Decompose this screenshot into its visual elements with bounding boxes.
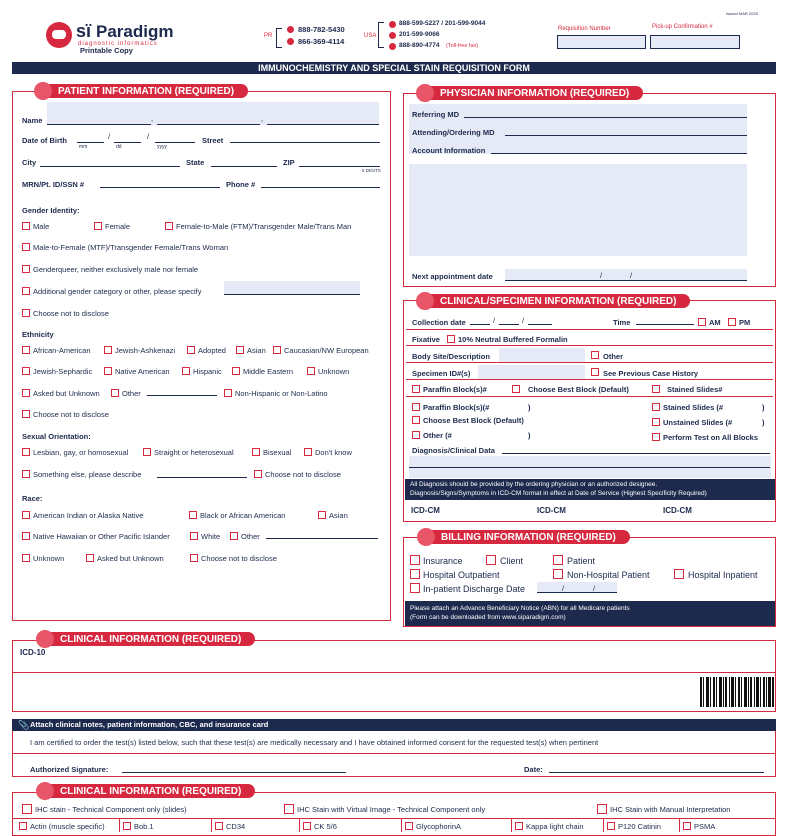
usa-phone2: 201-599-9066 [399,31,440,38]
logo-si: sï [76,21,92,41]
so-dontknow-label: Don't know [315,448,352,457]
certify-text: I am certified to order the test(s) listed below, such that these test(s) are medically necessary and I have obtained informed consent for the requested test(s) when pertinent [30,738,599,747]
stained2-label: Stained Slides (# [663,403,724,412]
close-paren: ) [762,418,765,427]
stain-title: CLINICAL INFORMATION (REQUIRED) [38,784,255,798]
stain-cell [300,819,402,832]
race-none-label: Choose not to disclose [201,554,277,563]
gender-mtf-label: Male-to-Female (MTF)/Transgender Female/Trans Woman [33,243,229,252]
gender-male-label: Male [33,222,50,231]
form-title-banner: IMMUNOCHEMISTRY AND SPECIAL STAIN REQUISITION FORM [12,62,776,74]
eth-adopted-label: Adopted [198,346,226,355]
referring-label: Referring MD [412,110,460,119]
stained2-checkbox[interactable] [652,403,660,411]
pickup-input[interactable] [650,35,740,49]
eth-native-label: Native American [115,367,170,376]
state-label: State [186,158,205,167]
attach-text: Attach clinical notes, patient information, CBC, and insurance card [30,720,269,729]
usa-phone3: 888-890-4774 [399,42,440,49]
eth-african-checkbox[interactable] [22,346,30,354]
next-appt-label: Next appointment date [412,272,493,281]
eth-other-label: Other [122,389,141,398]
state-input[interactable] [211,166,277,167]
stain-row [12,819,776,832]
clinical-title: CLINICAL/SPECIMEN INFORMATION (REQUIRED) [418,294,690,308]
bill-hosp-out-checkbox[interactable] [410,569,420,579]
usa-fax-note: (Toll-free fax) [446,43,479,49]
icd10-label: ICD-10 [20,648,46,657]
stain-cell [680,819,776,832]
race-none-checkbox[interactable] [190,554,198,562]
specimen-label: Specimen ID#(s) [412,369,471,378]
stain-label: Kappa light chain [526,822,584,831]
fax-icon [389,32,396,39]
stain-cell [212,819,300,832]
date-sep: / [593,584,596,593]
row-divider [406,362,773,363]
so-straight-checkbox[interactable] [143,448,151,456]
eth-unknown-checkbox[interactable] [307,367,315,375]
ihc-virtual-label: IHC Stain with Virtual Image - Technical Component only [297,805,486,814]
phone-icon [287,26,294,33]
name-sep: , [151,114,154,123]
body-site-input[interactable] [499,348,585,362]
best-block2-checkbox[interactable] [412,416,420,424]
usa-label: USA [364,33,377,39]
name-middle-line [267,124,379,125]
zip-label: ZIP [283,158,295,167]
orientation-title: Sexual Orientation: [22,432,91,441]
stain-label: P120 Catinin [618,822,661,831]
pr-phone1: 888-782-5430 [298,25,345,34]
bill-inpatient-dc-label: In-patient Discharge Date [423,584,526,594]
specimen-input[interactable] [478,365,585,379]
close-paren: ) [528,403,531,412]
eth-sephardic-label: Jewish-Sephardic [33,367,93,376]
physician-title: PHYSICIAN INFORMATION (REQUIRED) [418,86,643,100]
best-block-label: Choose Best Block (Default) [528,385,629,394]
clinical-info-title: CLINICAL INFORMATION (REQUIRED) [38,632,255,646]
unstained-label: Unstained Slides (# [663,418,733,427]
stain-checkbox[interactable] [19,822,27,830]
race-other-input[interactable] [266,538,378,539]
see-prev-checkbox[interactable] [591,368,599,376]
signature-input[interactable] [122,772,346,773]
so-else-label: Something else, please describe [33,470,142,479]
eth-hispanic-label: Hispanic [193,367,222,376]
eth-asked-checkbox[interactable] [22,389,30,397]
diagnosis-line [502,453,770,454]
formalin-label: 10% Neutral Buffered Formalin [458,335,568,344]
row-divider [406,345,773,346]
pm-checkbox[interactable] [728,318,736,326]
physician-notes[interactable] [409,164,747,256]
so-none-label: Choose not to disclose [265,470,341,479]
stain-label: CD34 [226,822,246,831]
date-sep: / [600,271,603,280]
am-checkbox[interactable] [698,318,706,326]
bill-client-label: Client [500,556,524,566]
name-sep: , [261,114,264,123]
gender-none-label: Choose not to disclose [33,309,109,318]
so-else-input[interactable] [157,477,247,478]
gender-other-input[interactable] [224,281,360,295]
date-sep: / [562,584,565,593]
name-last-line [47,124,151,125]
row-divider [406,379,773,380]
stain-checkbox[interactable] [215,822,223,830]
icd-cm-2: ICD-CM [537,506,566,515]
mrn-label: MRN/Pt. ID/SSN # [22,180,85,189]
so-lgb-checkbox[interactable] [22,448,30,456]
see-prev-label: See Previous Case History [603,369,699,378]
ihc-tech-checkbox[interactable] [22,804,32,814]
gender-ftm-label: Female-to-Male (FTM)/Transgender Male/Trans Man [176,222,352,231]
stain-cell [402,819,512,832]
zip-digits-hint: 5 DIGITS [362,168,381,173]
printable-copy: Printable Copy [80,46,133,55]
other-site-checkbox[interactable] [591,351,599,359]
so-bisexual-label: Bisexual [263,448,292,457]
eth-sephardic-checkbox[interactable] [22,367,30,375]
dob-label: Date of Birth [22,136,67,145]
close-paren: ) [528,431,531,440]
eth-none-checkbox[interactable] [22,410,30,418]
bill-client-checkbox[interactable] [486,555,496,565]
stain-label: CK 5/6 [314,822,337,831]
discharge-date-input[interactable] [537,582,617,593]
stain-cell [604,819,680,832]
time-label: Time [613,318,631,327]
req-number-label: Requisition Number [558,26,611,32]
race-other-label: Other [241,532,260,541]
collection-mm[interactable] [470,324,490,325]
gender-other-label: Additional gender category or other, please specify [33,287,202,296]
eth-ashkenazi-checkbox[interactable] [104,346,112,354]
perform-all-label: Perform Test on All Blocks [663,433,759,442]
race-title: Race: [22,494,43,503]
gender-male-checkbox[interactable] [22,222,30,230]
diagnosis-line [409,467,770,468]
collection-label: Collection date [412,318,466,327]
account-label: Account Information [412,146,486,155]
ihc-virtual-checkbox[interactable] [284,804,294,814]
gender-female-label: Female [105,222,131,231]
ihc-manual-label: IHC Stain with Manual Interpretation [610,805,731,814]
name-field[interactable] [47,102,379,125]
bill-insurance-label: Insurance [423,556,463,566]
phone-input[interactable] [261,187,380,188]
formalin-checkbox[interactable] [447,335,455,343]
dd-hint: dd [116,144,122,150]
patient-title: PATIENT INFORMATION (REQUIRED) [36,84,248,98]
eth-ashkenazi-label: Jewish-Ashkenazi [115,346,176,355]
name-first-line [157,124,260,125]
stained-label: Stained Slides# [667,385,723,394]
bill-hosp-in-checkbox[interactable] [674,569,684,579]
gender-title: Gender Identity: [22,206,80,215]
so-dontknow-checkbox[interactable] [304,448,312,456]
date-sep: / [630,271,633,280]
race-asked-checkbox[interactable] [86,554,94,562]
race-ai-label: American Indian or Alaska Native [33,511,144,520]
bill-insurance-checkbox[interactable] [410,555,420,565]
stain-cell [512,819,604,832]
attending-label: Attending/Ordering MD [412,128,495,137]
race-other-checkbox[interactable] [230,532,238,540]
mm-hint: mm [79,144,88,150]
best-block2-label: Choose Best Block (Default) [423,416,524,425]
race-nh-checkbox[interactable] [22,532,30,540]
pr-label: PR [264,33,273,39]
ethnicity-title: Ethnicity [22,330,54,339]
other2-checkbox[interactable] [412,431,420,439]
best-block-checkbox[interactable] [512,385,520,393]
race-white-checkbox[interactable] [190,532,198,540]
paraffin2-checkbox[interactable] [412,403,420,411]
mrn-input[interactable] [100,187,220,188]
next-appt-input[interactable] [505,269,747,281]
eth-african-label: African-American [33,346,91,355]
phone-icon [389,43,396,50]
collection-yyyy[interactable] [528,324,552,325]
bill-hosp-out-label: Hospital Outpatient [423,570,500,580]
bill-patient-checkbox[interactable] [553,555,563,565]
usa-phone1: 888-599-5227 / 201-599-9044 [399,20,486,27]
ihc-manual-checkbox[interactable] [597,804,607,814]
attending-input[interactable] [505,135,747,136]
attach-banner [12,719,776,731]
referring-input[interactable] [464,117,747,118]
stain-label: Actin (muscle specific) [30,822,105,831]
time-input[interactable] [636,324,694,325]
race-nh-label: Native Hawaiian or Other Pacific Islander [33,532,170,541]
so-bisexual-checkbox[interactable] [252,448,260,456]
stain-checkbox[interactable] [607,822,615,830]
race-black-label: Black or African American [200,511,286,520]
dob-yyyy-input[interactable] [155,142,195,143]
usa-bracket [378,22,384,48]
date-input[interactable] [549,772,764,773]
signature-label: Authorized Signature: [30,765,109,774]
gender-none-checkbox[interactable] [22,309,30,317]
so-straight-label: Straight or heterosexual [154,448,234,457]
stain-label: PSMA [694,822,716,831]
eth-hispanic-checkbox[interactable] [182,367,190,375]
stain-label: GlycophorinA [416,822,462,831]
so-lgb-label: Lesbian, gay, or homosexual [33,448,129,457]
date-sep: / [522,316,525,325]
paraffin-label: Paraffin Block(s)# [423,385,487,394]
logo-mark-inner [52,30,66,39]
icd-cm-3: ICD-CM [663,506,692,515]
ihc-tech-label: IHC stain - Technical Component only (slides) [35,805,187,814]
eth-asian-checkbox[interactable] [236,346,244,354]
row-divider [406,396,773,397]
gender-mtf-checkbox[interactable] [22,243,30,251]
bill-non-hosp-label: Non-Hospital Patient [567,570,650,580]
stain-checkbox[interactable] [515,822,523,830]
gender-other-checkbox[interactable] [22,287,30,295]
paraffin2-label: Paraffin Block(s)(# [423,403,490,412]
abn-note-1: Please attach an Advance Beneficiary Notice (ABN) for all Medicare patients [410,605,630,612]
logo-paradigm: Paradigm [96,22,174,41]
eth-nonhisp-checkbox[interactable] [224,389,232,397]
other-site-label: Other [603,352,624,361]
body-site-label: Body Site/Description [412,352,490,361]
dob-sep: / [108,132,111,141]
abn-note-2: (Form can be downloaded from www.siparadigm.com) [410,614,566,621]
req-number-input[interactable] [557,35,646,49]
so-none-checkbox[interactable] [254,470,262,478]
name-label: Name [22,116,43,125]
paraffin-checkbox[interactable] [412,385,420,393]
gender-queer-checkbox[interactable] [22,265,30,273]
stain-checkbox[interactable] [123,822,131,830]
date-sep: / [493,316,496,325]
other2-label: Other (# [423,431,452,440]
abn-note-banner [405,601,775,626]
eth-middle-eastern-label: Middle Eastern [243,367,294,376]
race-ai-checkbox[interactable] [22,511,30,519]
pr-phone2: 866-369-4114 [298,37,345,46]
street-input[interactable] [230,142,380,143]
account-input[interactable] [491,153,747,154]
eth-asian-label: Asian [247,346,266,355]
close-paren: ) [762,403,765,412]
eth-other-checkbox[interactable] [111,389,119,397]
dob-mm-input[interactable] [77,142,104,143]
pr-bracket [276,28,282,48]
stain-checkbox[interactable] [303,822,311,830]
pm-label: PM [739,318,751,327]
gender-queer-label: Genderqueer, neither exclusively male nor female [33,265,199,274]
date-label: Date: [524,765,543,774]
stain-cell [120,819,212,832]
phone-icon [389,21,396,28]
eth-other-input[interactable] [147,395,217,396]
row-divider [406,329,773,330]
bill-patient-label: Patient [567,556,596,566]
yyyy-hint: yyyy [157,144,167,150]
logo-tagline: diagnostic informatics [78,41,158,47]
pickup-label: Pick-up Confirmation # [652,24,713,30]
barcode [700,677,774,707]
eth-asked-label: Asked but Unknown [33,389,100,398]
bill-non-hosp-checkbox[interactable] [553,569,563,579]
race-asked-label: Asked but Unknown [97,554,164,563]
race-black-checkbox[interactable] [189,511,197,519]
eth-caucasian-checkbox[interactable] [273,346,281,354]
diagnosis-note-1: All Diagnosis should be provided by the ordering physician or an authorized designee. [410,481,658,488]
stain-checkbox[interactable] [405,822,413,830]
gender-ftm-checkbox[interactable] [165,222,173,230]
billing-title: BILLING INFORMATION (REQUIRED) [419,530,630,544]
gender-female-checkbox[interactable] [94,222,102,230]
race-white-label: White [201,532,221,541]
bill-inpatient-dc-checkbox[interactable] [410,583,420,593]
so-else-checkbox[interactable] [22,470,30,478]
eth-none-label: Choose not to disclose [33,410,109,419]
race-unknown-checkbox[interactable] [22,554,30,562]
issued-date: Issued MAR 2025 [726,11,758,16]
unstained-checkbox[interactable] [652,418,660,426]
stained-checkbox[interactable] [652,385,660,393]
diagnosis-label: Diagnosis/Clinical Data [412,446,495,455]
stain-cell [12,819,120,832]
icd10-divider [12,672,776,673]
diagnosis-note-banner [405,479,775,500]
am-label: AM [709,318,721,327]
bill-hosp-in-label: Hospital Inpatient [688,570,758,580]
eth-adopted-checkbox[interactable] [187,346,195,354]
perform-all-checkbox[interactable] [652,433,660,441]
paperclip-icon: 📎 [18,720,30,730]
eth-native-checkbox[interactable] [104,367,112,375]
race-unknown-label: Unknown [33,554,65,563]
dob-sep: / [147,132,150,141]
eth-unknown-label: Unknown [318,367,350,376]
diagnosis-note-2: Diagnosis/Signs/Symptoms in ICD-CM format in effect at Date of Service (Highest Specificity Required) [410,490,707,497]
patient-section [12,91,391,621]
icd-cm-1: ICD-CM [411,506,440,515]
race-asian-label: Asian [329,511,348,520]
city-label: City [22,158,37,167]
dob-dd-input[interactable] [114,142,141,143]
city-input[interactable] [40,166,180,167]
phone-label: Phone # [226,180,256,189]
phone-icon [287,38,294,45]
fixative-label: Fixative [412,335,440,344]
certify-divider [12,753,776,754]
clinical-info-section [12,640,776,712]
collection-dd[interactable] [499,324,519,325]
stain-checkbox[interactable] [683,822,691,830]
eth-caucasian-label: Caucasian/NW European [284,346,369,355]
street-label: Street [202,136,224,145]
race-asian-checkbox[interactable] [318,511,326,519]
eth-nonhisp-label: Non-Hispanic or Non-Latino [235,389,328,398]
stain-label: Bob.1 [134,822,154,831]
zip-input[interactable] [299,166,380,167]
eth-middle-eastern-checkbox[interactable] [232,367,240,375]
